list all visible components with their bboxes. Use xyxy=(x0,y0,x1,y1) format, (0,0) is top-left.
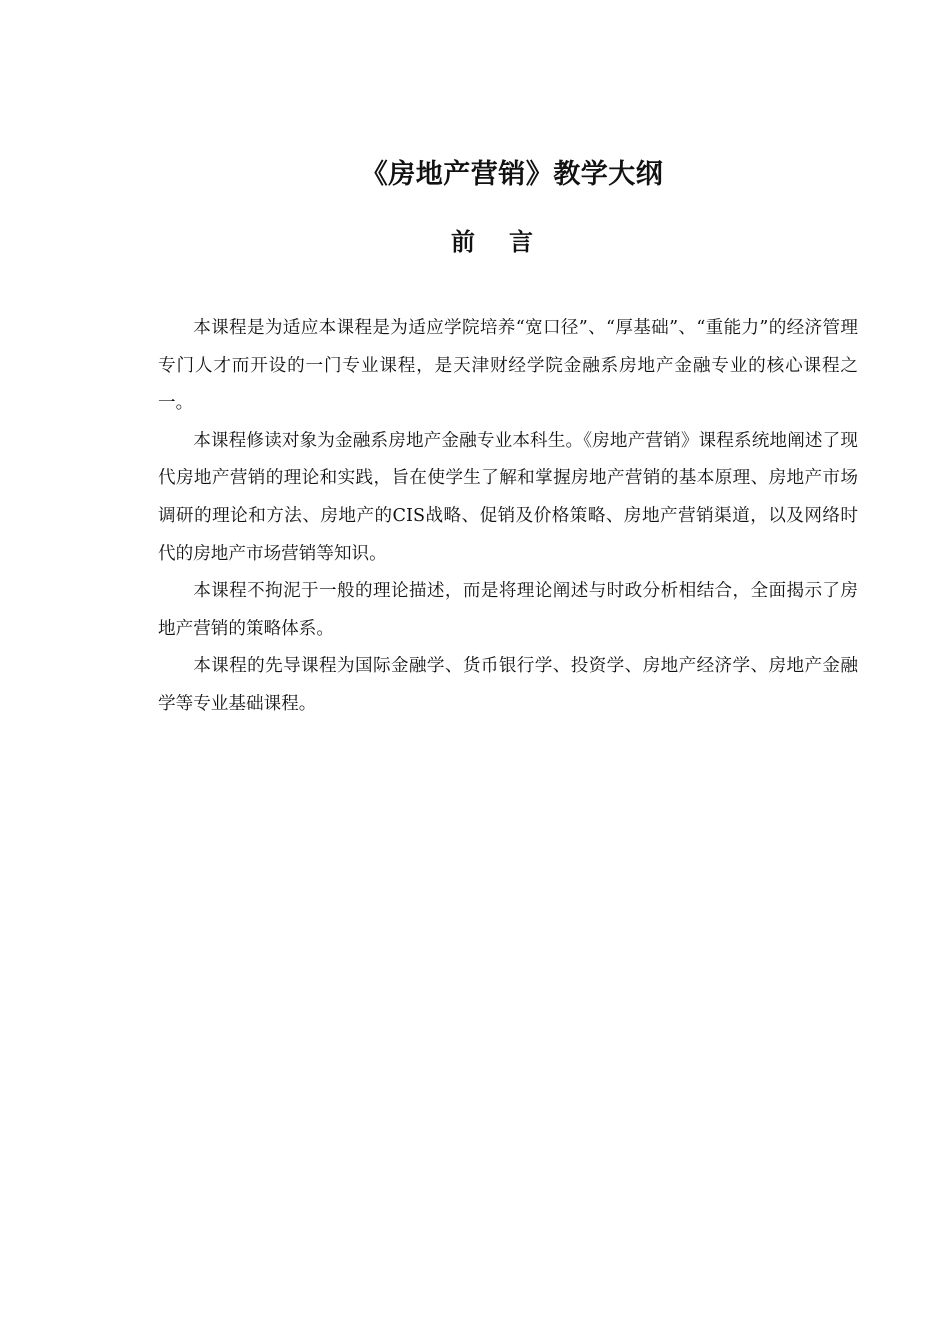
paragraph: 本课程的先导课程为国际金融学、货币银行学、投资学、房地产经济学、房地产金融学等专业基础课程。 xyxy=(158,656,858,714)
paragraph: 本课程修读对象为金融系房地产金融专业本科生。《房地产营销》课程系统地阐述了现代房地产营销的理论和实践，旨在使学生了解和掌握房地产营销的基本原理、房地产市场调研的理论和方法、房地产的CIS战略、促销及价格策略、房地产营销渠道，以及网络时代的房地产市场营销等知识。 xyxy=(158,430,858,564)
paragraph: 本课程是为适应本课程是为适应学院培养“宽口径”、“厚基础”、“重能力”的经济管理专门人才而开设的一门专业课程，是天津财经学院金融系房地产金融专业的核心课程之一。 xyxy=(158,318,858,414)
preface-body xyxy=(158,310,858,724)
paragraph: 本课程不拘泥于一般的理论描述，而是将理论阐述与时政分析相结合，全面揭示了房地产营销的策略体系。 xyxy=(158,581,858,639)
section-heading-preface: 前言 xyxy=(451,228,567,256)
document-title: 《房地产营销》教学大纲 xyxy=(360,159,664,190)
